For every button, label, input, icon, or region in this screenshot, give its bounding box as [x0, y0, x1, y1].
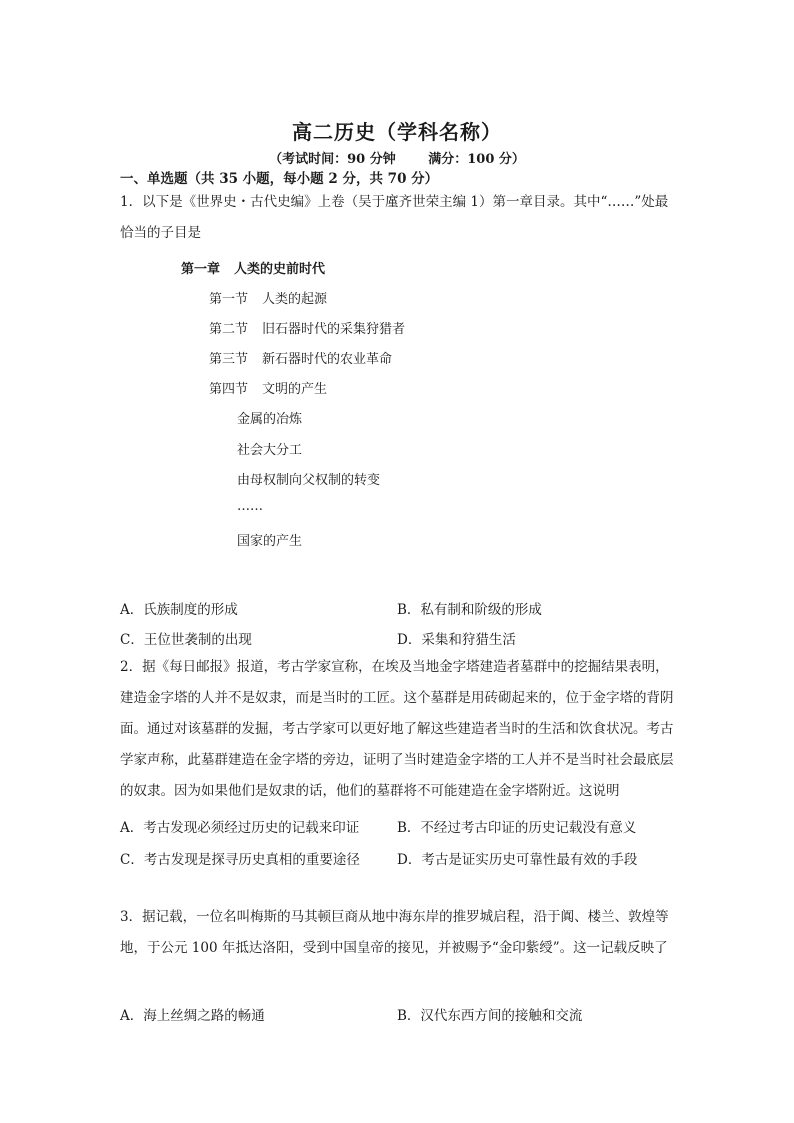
question-1-option-c: C．王位世袭制的出现 — [120, 632, 252, 648]
toc-section-num: 第一节 — [209, 292, 249, 307]
toc-section — [209, 378, 327, 397]
question-2-option-c: C．考古发现是探寻历史真相的重要途径 — [120, 852, 360, 868]
toc-section-title: 人类的起源 — [262, 292, 328, 307]
toc-section-num: 第四节 — [209, 382, 249, 397]
question-2-option-a: A．考古发现必须经过历史的记载来印证 — [120, 820, 360, 836]
toc-subitem: 金属的冶炼 — [237, 412, 303, 427]
question-1-option-d: D．采集和狩猎生活 — [397, 632, 516, 648]
toc-section-title: 新石器时代的农业革命 — [262, 352, 393, 367]
exam-score: 满分：100 分） — [428, 152, 525, 167]
toc-section-title: 旧石器时代的采集狩猎者 — [262, 322, 406, 337]
toc-section-num: 第二节 — [209, 322, 249, 337]
toc-section — [209, 318, 405, 337]
page-title: 高二历史（学科名称） — [292, 120, 502, 144]
toc-section — [209, 288, 327, 307]
toc-subitem: 由母权制向父权制的转变 — [237, 473, 381, 488]
toc-subitem: 国家的产生 — [237, 534, 303, 549]
toc-chapter-title: 人类的史前时代 — [234, 262, 326, 277]
toc-section-num: 第三节 — [209, 352, 249, 367]
question-1-option-a: A．氏族制度的形成 — [120, 602, 238, 618]
section-heading: 一、单选题（共 35 小题，每小题 2 分，共 70 分） — [120, 171, 439, 187]
toc-section — [209, 348, 392, 367]
toc-subitem: 社会大分工 — [237, 443, 303, 458]
exam-info — [0, 148, 794, 167]
toc-chapter — [181, 258, 325, 277]
question-2-option-b: B．不经过考古印证的历史记载没有意义 — [397, 820, 637, 836]
toc-subitem-ellipsis: …… — [237, 499, 263, 514]
question-3-stem: 3．据记载，一位名叫梅斯的马其顿巨商从地中海东岸的推罗城启程，沿于阗、楼兰、敦煌等地，于公元 100 年抵达洛阳，受到中国皇帝的接见，并被赐予“金印紫绶”。这一记载反映了 — [120, 909, 669, 956]
question-3-option-b: B．汉代东西方间的接触和交流 — [397, 1008, 583, 1024]
exam-time: （考试时间：90 分钟 — [269, 152, 396, 167]
question-2-option-d: D．考古是证实历史可靠性最有效的手段 — [397, 852, 638, 868]
question-1-stem: 1．以下是《世界史・古代史编》上卷（吴于廑齐世荣主编 1）第一章目录。其中“……”处最恰当的子目是 — [120, 194, 669, 241]
question-3-option-a: A．海上丝绸之路的畅通 — [120, 1008, 265, 1024]
toc-chapter-num: 第一章 — [181, 262, 221, 277]
question-2-stem: 2．据《每日邮报》报道，考古学家宣称，在埃及当地金字塔建造者墓群中的挖掘结果表明，建造金字塔的人并不是奴隶，而是当时的工匠。这个墓群是用砖砌起来的，位于金字塔的背阴面。通过对该墓群的发掘，考古学家可以更好地了解这些建造者当时的生活和饮食状况。考古学家声称，此墓群建造在金字塔的旁边，证明了当时建造金字塔的工人并不是当时社会最底层的奴隶。因为如果他们是奴隶的话，他们的墓群将不可能建造在金字塔附近。这说明 — [120, 659, 674, 799]
toc-section-title: 文明的产生 — [262, 382, 328, 397]
question-1-option-b: B．私有制和阶级的形成 — [397, 602, 542, 618]
